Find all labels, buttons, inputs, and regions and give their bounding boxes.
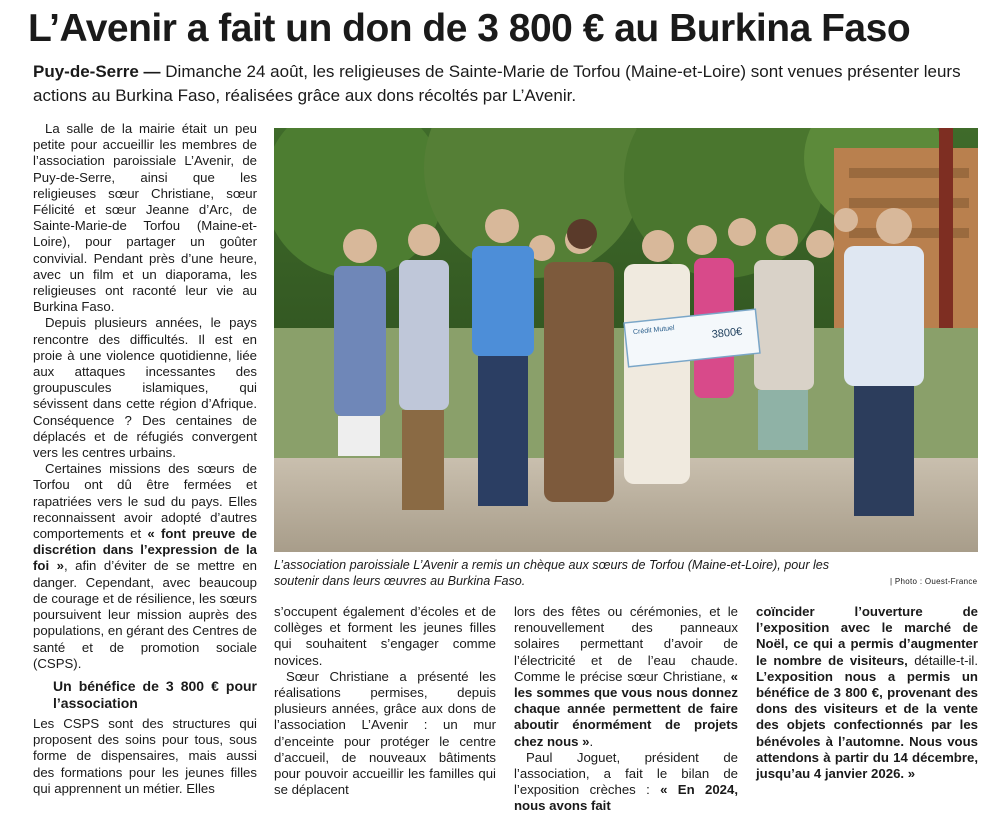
text-run: Paul Joguet, président de l’association, a fait le bilan de l’exposition crèches :	[514, 749, 738, 798]
text-run: , afin d’éviter de se mettre en danger. Cependant, avec beaucoup de courage et de résilience, les sœurs poursuivent leur mission auprès des populations, en gérant des Centres de santé et de promotion sociale (CSPS).	[33, 558, 258, 671]
quote-bold: « En 2024, nous avons fait	[514, 782, 739, 814]
group-photo	[274, 128, 978, 552]
photo-credit: | Photo : Ouest-France	[890, 577, 978, 586]
photo-illustration	[274, 128, 978, 552]
quote-bold: coïncider l’ouverture de l’exposition avec le marché de Noël, ce qui a permis d’augmenter le nombre de visiteurs,	[756, 604, 978, 668]
text-run: lors des fêtes ou cérémonies, et le renouvellement des panneaux solaires permettant d’avoir de l’électricité et de l’eau chaude. Comme le précise sœur Christiane,	[514, 604, 738, 684]
headline: L’Avenir a fait un don de 3 800 € au Burkina Faso	[28, 7, 911, 50]
paragraph: Sœur Christiane a présenté les réalisations permises, depuis plusieurs années, grâce aux dons de l’association L’Avenir : un mur d’enceinte pour protéger le centre d’accueil, de nouveaux bâtiments pour pouvoir accueillir les familles qui se déplacent	[274, 668, 496, 798]
paragraph: Les CSPS sont des structures qui proposent des soins pour tous, sous forme de dispensaires, mais aussi des formations pour les jeunes filles qui apprennent un métier. Elles	[33, 715, 257, 796]
paragraph	[514, 750, 738, 815]
cheque-bank: Crédit Mutuel	[632, 324, 675, 337]
column-3	[514, 604, 738, 815]
paragraph: s’occupent également d’écoles et de collèges et forment les jeunes filles qui souhaitent s’engager comme novices.	[274, 604, 496, 668]
paragraph	[756, 604, 978, 782]
text-run: .	[589, 733, 594, 749]
paragraph: Depuis plusieurs années, le pays rencontre des difficultés. Il est en proie à une violence quotidienne, liée aux attaques incessantes des groupuscules islamiques, qui sévissent dans cette région d’Afrique. Conséquence ? Des centaines de déplacés et de réfugiés convergent vers les centres urbains.	[33, 315, 257, 461]
cheque-amount: 3800€	[711, 325, 743, 341]
column-4	[756, 604, 978, 782]
column-2	[274, 604, 496, 798]
subheading: Un bénéfice de 3 800 € pour l’association	[53, 677, 257, 711]
paragraph	[514, 604, 738, 750]
paragraph	[33, 461, 257, 672]
lede	[33, 60, 973, 108]
column-1	[33, 121, 257, 797]
lede-place: Puy-de-Serre —	[33, 62, 161, 81]
paragraph: La salle de la mairie était un peu petite pour accueillir les membres de l’association paroissiale L’Avenir, de Puy-de-Serre, ainsi que les religieuses sœur Christiane, sœur Félicité et sœur Jeanne d’Arc, de Sainte-Marie-de Torfou (Maine-et-Loire), pour partager un goûter convivial. Pendant près d’une heure, avec un film et un diaporama, les religieuses ont raconté leur vie au Burkina Faso.	[33, 121, 257, 315]
text-run: Certaines missions des sœurs de Torfou ont dû être fermées et rapatriées vers le sud du pays. Elles reconnaissent avoir adopté d’autres comportements et	[33, 461, 257, 542]
quote-bold: « les sommes que vous nous donnez chaque année permettent de faire aboutir énormément de projets chez nous »	[514, 668, 738, 749]
quote-bold: « font preuve de discrétion dans l’expression de la foi »	[33, 526, 257, 574]
quote-bold: L’exposition nous a permis un bénéfice de 3 800 €, provenant des dons des visiteurs et de la vente des objets confectionnés par les bénévoles à l’automne. Nous vous attendons à partir du 14 décembre, jusqu’au 4 janvier 2026. »	[756, 668, 978, 782]
photo-caption: L’association paroissiale L’Avenir a remis un chèque aux sœurs de Torfou (Maine-et-Loire), pour les soutenir dans leurs œuvres au Burkina Faso.	[274, 558, 830, 588]
lede-text: Dimanche 24 août, les religieuses de Sainte-Marie de Torfou (Maine-et-Loire) sont venues présenter leurs actions au Burkina Faso, réalisées grâce aux dons récoltés par L’Avenir.	[33, 62, 961, 105]
text-run: détaille-t-il.	[907, 652, 978, 668]
